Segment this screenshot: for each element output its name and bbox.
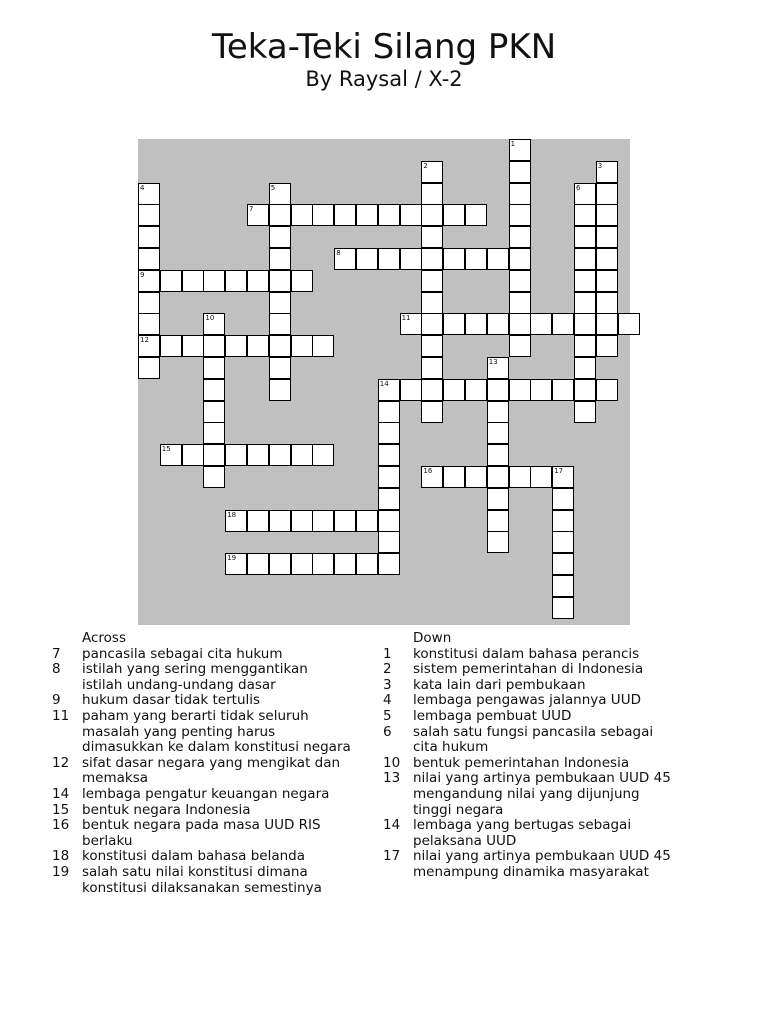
- grid-cell[interactable]: [552, 379, 574, 401]
- grid-cell[interactable]: [574, 357, 596, 379]
- grid-cell[interactable]: [225, 510, 247, 532]
- grid-cell[interactable]: [378, 466, 400, 488]
- grid-cell[interactable]: [596, 379, 618, 401]
- grid-cell[interactable]: [182, 270, 204, 292]
- clue-text: istilah yang sering menggantikan istilah undang-undang dasar: [82, 661, 308, 693]
- cell-number: 10: [205, 314, 215, 323]
- grid-cell[interactable]: [334, 248, 356, 270]
- cell-number: 4: [140, 183, 145, 192]
- grid-cell[interactable]: [138, 270, 160, 292]
- cell-number: 8: [336, 249, 341, 257]
- grid-cell[interactable]: [356, 204, 378, 226]
- grid-cell[interactable]: [509, 379, 531, 401]
- cell-number: 19: [227, 554, 237, 563]
- grid-cell[interactable]: [509, 335, 531, 357]
- grid-cell[interactable]: [138, 335, 160, 357]
- grid-cell[interactable]: [421, 270, 443, 292]
- clue-number: 14: [383, 817, 401, 834]
- grid-cell[interactable]: [487, 248, 509, 270]
- grid-cell[interactable]: [421, 248, 443, 270]
- grid-cell[interactable]: [509, 313, 531, 335]
- grid-cell[interactable]: [552, 575, 574, 597]
- grid-cell[interactable]: [487, 357, 509, 379]
- grid-cell[interactable]: [400, 248, 422, 270]
- clue-text: salah satu nilai konstitusi dimana konstitusi dilaksanakan semestinya: [82, 863, 322, 896]
- clue-text: lembaga yang bertugas sebagai pelaksana UUD: [413, 817, 632, 849]
- grid-cell[interactable]: [356, 248, 378, 270]
- grid-cell[interactable]: [509, 466, 531, 488]
- grid-cell[interactable]: [487, 379, 509, 401]
- grid-cell[interactable]: [247, 270, 269, 292]
- grid-cell[interactable]: [509, 183, 531, 205]
- across-clues: [52, 631, 352, 896]
- grid-cell[interactable]: [225, 444, 247, 466]
- grid-cell[interactable]: [138, 248, 160, 270]
- grid-cell[interactable]: [247, 444, 269, 466]
- grid-cell[interactable]: [269, 357, 291, 379]
- clue-across-12: [52, 756, 352, 787]
- clue-number: 19: [52, 863, 70, 880]
- clue-number: 12: [52, 754, 70, 771]
- grid-cell[interactable]: [574, 248, 596, 270]
- cell-number: 1: [510, 140, 516, 148]
- grid-cell[interactable]: [552, 466, 574, 488]
- clue-down-14: [383, 818, 673, 849]
- grid-cell[interactable]: [269, 510, 291, 532]
- grid-cell[interactable]: [574, 335, 596, 357]
- grid-cell[interactable]: [509, 139, 531, 161]
- grid-cell[interactable]: [552, 531, 574, 553]
- grid-cell[interactable]: [487, 466, 509, 488]
- grid-cell[interactable]: [574, 401, 596, 423]
- clue-across-8: [52, 662, 352, 693]
- grid-cell[interactable]: [138, 204, 160, 226]
- clue-across-18: [52, 849, 352, 865]
- grid-cell[interactable]: [574, 292, 596, 314]
- grid-cell[interactable]: [203, 401, 225, 423]
- grid-cell[interactable]: [334, 204, 356, 226]
- grid-cell[interactable]: [574, 183, 596, 205]
- grid-cell[interactable]: [465, 248, 487, 270]
- cell-number: 17: [554, 467, 564, 475]
- grid-cell[interactable]: [378, 401, 400, 423]
- grid-cell[interactable]: [269, 444, 291, 466]
- grid-cell[interactable]: [203, 466, 225, 488]
- grid-cell[interactable]: [378, 204, 400, 226]
- grid-cell[interactable]: [269, 204, 291, 226]
- grid-cell[interactable]: [291, 444, 313, 466]
- cell-number: 7: [249, 205, 254, 214]
- cell-number: 6: [576, 183, 581, 192]
- grid-cell[interactable]: [138, 292, 160, 314]
- grid-cell[interactable]: [574, 204, 596, 226]
- clue-number: 18: [52, 848, 70, 865]
- grid-cell[interactable]: [596, 161, 618, 183]
- clue-number: 17: [383, 848, 401, 865]
- grid-cell[interactable]: [312, 553, 334, 575]
- grid-cell[interactable]: [334, 510, 356, 532]
- clue-text: paham yang berarti tidak seluruh masalah yang penting harus dimasukkan ke dalam konstitusi negara: [82, 707, 351, 756]
- clue-down-3: [383, 678, 673, 694]
- cell-number: 11: [401, 314, 411, 323]
- grid-cell[interactable]: [618, 313, 640, 335]
- cell-number: 5: [270, 183, 276, 192]
- grid-cell[interactable]: [356, 510, 378, 532]
- clue-across-7: [52, 647, 352, 663]
- grid-cell[interactable]: [203, 335, 225, 357]
- grid-cell[interactable]: [465, 379, 487, 401]
- grid-cell[interactable]: [269, 270, 291, 292]
- grid-cell[interactable]: [552, 510, 574, 532]
- clue-text: salah satu fungsi pancasila sebagai cita hukum: [413, 723, 654, 756]
- grid-cell[interactable]: [421, 335, 443, 357]
- clue-text: nilai yang artinya pembukaan UUD 45 mengandung nilai yang dijunjung tinggi negara: [413, 770, 671, 818]
- grid-cell[interactable]: [421, 313, 443, 335]
- puzzle-subtitle: By Raysal / X-2: [305, 67, 463, 91]
- cell-number: 2: [423, 161, 428, 170]
- grid-cell[interactable]: [378, 510, 400, 532]
- clue-number: 1: [383, 645, 392, 662]
- grid-cell[interactable]: [465, 466, 487, 488]
- grid-cell[interactable]: [487, 444, 509, 466]
- cell-number: 9: [140, 270, 145, 279]
- clue-number: 7: [52, 645, 61, 662]
- grid-cell[interactable]: [160, 444, 182, 466]
- grid-cell[interactable]: [596, 204, 618, 226]
- cell-number: 16: [423, 467, 433, 475]
- grid-cell[interactable]: [443, 379, 465, 401]
- grid-cell[interactable]: [247, 204, 269, 226]
- grid-cell[interactable]: [596, 313, 618, 335]
- grid-cell[interactable]: [596, 226, 618, 248]
- grid-cell[interactable]: [596, 183, 618, 205]
- grid-cell[interactable]: [291, 270, 313, 292]
- grid-cell[interactable]: [509, 270, 531, 292]
- grid-cell[interactable]: [574, 313, 596, 335]
- grid-cell[interactable]: [509, 226, 531, 248]
- grid-cell[interactable]: [596, 248, 618, 270]
- down-clues: [383, 631, 673, 881]
- grid-cell[interactable]: [574, 379, 596, 401]
- clue-number: 3: [383, 676, 392, 693]
- clue-text: lembaga pengatur keuangan negara: [82, 785, 330, 802]
- clue-text: kata lain dari pembukaan: [413, 676, 586, 693]
- clue-down-17: [383, 849, 673, 880]
- clue-text: bentuk negara pada masa UUD RIS berlaku: [82, 817, 321, 849]
- grid-cell[interactable]: [443, 248, 465, 270]
- grid-cell[interactable]: [203, 270, 225, 292]
- cell-number: 15: [161, 445, 171, 454]
- grid-cell[interactable]: [312, 335, 334, 357]
- clue-down-1: [383, 647, 673, 663]
- grid-cell[interactable]: [378, 444, 400, 466]
- clue-number: 16: [52, 817, 70, 834]
- clue-across-15: [52, 803, 352, 819]
- clue-number: 2: [383, 661, 392, 678]
- across-heading: Across: [82, 630, 127, 646]
- grid-cell[interactable]: [596, 292, 618, 314]
- grid-cell[interactable]: [443, 313, 465, 335]
- clue-down-6: [383, 725, 673, 756]
- clue-text: nilai yang artinya pembukaan UUD 45 menampung dinamika masyarakat: [413, 848, 671, 880]
- clue-number: 14: [52, 785, 70, 802]
- grid-cell[interactable]: [138, 357, 160, 379]
- grid-cell[interactable]: [312, 444, 334, 466]
- grid-cell[interactable]: [247, 553, 269, 575]
- grid-cell[interactable]: [552, 313, 574, 335]
- grid-cell[interactable]: [552, 553, 574, 575]
- grid-cell[interactable]: [552, 597, 574, 619]
- grid-cell[interactable]: [443, 466, 465, 488]
- grid-cell[interactable]: [574, 270, 596, 292]
- clue-number: 4: [383, 692, 392, 709]
- clue-text: konstitusi dalam bahasa perancis: [413, 645, 640, 662]
- grid-cell[interactable]: [356, 553, 378, 575]
- grid-cell[interactable]: [400, 313, 422, 335]
- grid-cell[interactable]: [596, 270, 618, 292]
- grid-cell[interactable]: [225, 270, 247, 292]
- clue-number: 8: [52, 661, 61, 678]
- clue-across-19: [52, 865, 352, 896]
- grid-cell[interactable]: [203, 313, 225, 335]
- grid-cell[interactable]: [443, 204, 465, 226]
- grid-cell[interactable]: [203, 444, 225, 466]
- grid-cell[interactable]: [509, 161, 531, 183]
- down-heading: Down: [413, 630, 452, 646]
- clue-across-11: [52, 709, 352, 756]
- cell-number: 18: [227, 510, 237, 519]
- clue-text: hukum dasar tidak tertulis: [82, 692, 261, 709]
- grid-cell[interactable]: [509, 204, 531, 226]
- grid-cell[interactable]: [269, 335, 291, 357]
- grid-cell[interactable]: [487, 531, 509, 553]
- grid-cell[interactable]: [487, 510, 509, 532]
- grid-cell[interactable]: [378, 531, 400, 553]
- grid-cell[interactable]: [421, 161, 443, 183]
- grid-cell[interactable]: [334, 553, 356, 575]
- puzzle-title: Teka-Teki Silang PKN: [211, 27, 557, 67]
- grid-cell[interactable]: [509, 248, 531, 270]
- clue-number: 6: [383, 723, 392, 740]
- grid-cell[interactable]: [269, 553, 291, 575]
- grid-cell[interactable]: [509, 292, 531, 314]
- grid-cell[interactable]: [487, 313, 509, 335]
- grid-cell[interactable]: [291, 204, 313, 226]
- cell-number: 14: [379, 379, 389, 388]
- grid-cell[interactable]: [378, 379, 400, 401]
- clue-text: sifat dasar negara yang mengikat dan memaksa: [82, 754, 341, 787]
- clue-down-13: [383, 771, 673, 818]
- grid-cell[interactable]: [269, 292, 291, 314]
- clue-text: lembaga pembuat UUD: [413, 707, 572, 724]
- clue-number: 15: [52, 801, 70, 818]
- clue-number: 11: [52, 707, 70, 724]
- cell-number: 3: [597, 161, 603, 170]
- clue-number: 10: [383, 754, 401, 771]
- grid-cell[interactable]: [247, 335, 269, 357]
- clue-across-9: [52, 693, 352, 709]
- grid-cell[interactable]: [269, 379, 291, 401]
- grid-cell[interactable]: [421, 401, 443, 423]
- grid-cell[interactable]: [269, 183, 291, 205]
- grid-cell[interactable]: [465, 313, 487, 335]
- grid-cell[interactable]: [182, 335, 204, 357]
- clue-number: 5: [383, 707, 392, 724]
- grid-cell[interactable]: [225, 335, 247, 357]
- grid-cell[interactable]: [421, 204, 443, 226]
- clue-across-16: [52, 818, 352, 849]
- grid-cell[interactable]: [378, 553, 400, 575]
- clue-text: lembaga pengawas jalannya UUD: [413, 692, 641, 709]
- grid-cell[interactable]: [291, 510, 313, 532]
- grid-cell[interactable]: [138, 183, 160, 205]
- grid-cell[interactable]: [465, 204, 487, 226]
- grid-cell[interactable]: [269, 248, 291, 270]
- clue-down-5: [383, 709, 673, 725]
- grid-cell[interactable]: [487, 488, 509, 510]
- grid-cell[interactable]: [421, 292, 443, 314]
- grid-cell[interactable]: [421, 226, 443, 248]
- grid-cell[interactable]: [138, 313, 160, 335]
- grid-cell[interactable]: [400, 379, 422, 401]
- grid-cell[interactable]: [574, 226, 596, 248]
- grid-cell[interactable]: [400, 204, 422, 226]
- grid-cell[interactable]: [160, 335, 182, 357]
- grid-cell[interactable]: [291, 553, 313, 575]
- grid-cell[interactable]: [552, 488, 574, 510]
- clue-text: konstitusi dalam bahasa belanda: [82, 848, 306, 865]
- grid-cell[interactable]: [378, 422, 400, 444]
- grid-cell[interactable]: [530, 379, 552, 401]
- grid-cell[interactable]: [291, 335, 313, 357]
- grid-cell[interactable]: [203, 379, 225, 401]
- grid-cell[interactable]: [182, 444, 204, 466]
- clue-number: 13: [383, 770, 401, 787]
- grid-cell[interactable]: [312, 204, 334, 226]
- grid-cell[interactable]: [160, 270, 182, 292]
- clue-text: bentuk negara Indonesia: [82, 801, 251, 818]
- grid-cell[interactable]: [421, 379, 443, 401]
- grid-cell[interactable]: [596, 335, 618, 357]
- grid-cell[interactable]: [247, 510, 269, 532]
- cell-number: 13: [488, 358, 498, 366]
- grid-cell[interactable]: [312, 510, 334, 532]
- grid-cell[interactable]: [203, 422, 225, 444]
- clue-text: pancasila sebagai cita hukum: [82, 645, 283, 662]
- clue-text: sistem pemerintahan di Indonesia: [413, 661, 644, 678]
- clue-across-14: [52, 787, 352, 803]
- grid-cell[interactable]: [421, 357, 443, 379]
- crossword-grid: [138, 139, 630, 625]
- clue-text: bentuk pemerintahan Indonesia: [413, 754, 630, 771]
- grid-cell[interactable]: [225, 553, 247, 575]
- cell-number: 12: [140, 336, 149, 345]
- grid-cell[interactable]: [269, 313, 291, 335]
- clue-number: 9: [52, 692, 61, 709]
- clue-down-10: [383, 756, 673, 772]
- grid-cell[interactable]: [378, 488, 400, 510]
- grid-cell[interactable]: [487, 401, 509, 423]
- grid-cell[interactable]: [138, 226, 160, 248]
- grid-cell[interactable]: [269, 226, 291, 248]
- grid-cell[interactable]: [378, 248, 400, 270]
- grid-cell[interactable]: [487, 422, 509, 444]
- grid-cell[interactable]: [530, 313, 552, 335]
- grid-cell[interactable]: [421, 183, 443, 205]
- clue-down-4: [383, 693, 673, 709]
- clue-down-2: [383, 662, 673, 678]
- grid-cell[interactable]: [421, 466, 443, 488]
- grid-cell[interactable]: [530, 466, 552, 488]
- grid-cell[interactable]: [203, 357, 225, 379]
